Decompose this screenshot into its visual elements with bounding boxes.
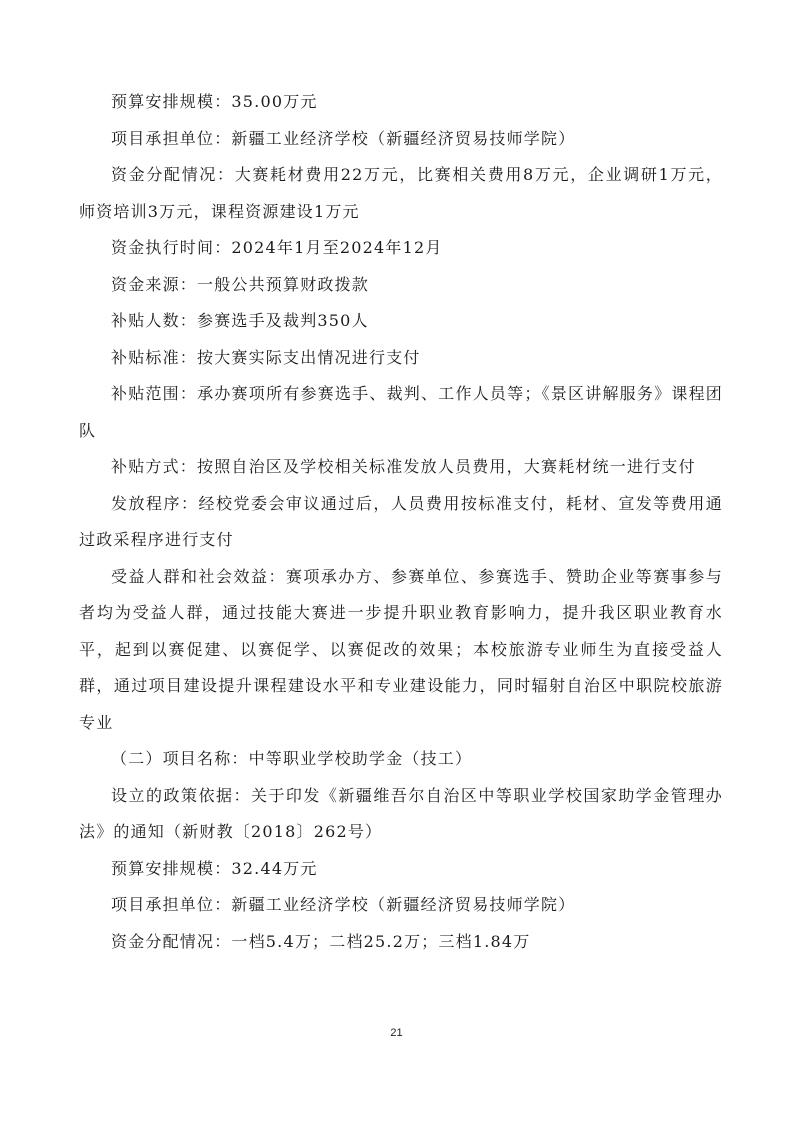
paragraph-policy-basis: 设立的政策依据：关于印发《新疆维吾尔自治区中等职业学校国家助学金管理办法》的通知（新财教〔2018〕262号） [79, 785, 723, 841]
paragraph-budget-scale: 预算安排规模：35.00万元 [111, 92, 318, 111]
document-body [79, 84, 723, 960]
paragraph-fund-allocation: 资金分配情况：大赛耗材费用22万元，比赛相关费用8万元，企业调研1万元，师资培训3万元，课程资源建设1万元 [79, 165, 723, 221]
section-heading-project-2: （二）项目名称：中等职业学校助学金（技工） [111, 749, 473, 768]
page-number: 21 [390, 1027, 403, 1039]
paragraph-subsidy-scope: 补贴范围：承办赛项所有参赛选手、裁判、工作人员等；《景区讲解服务》课程团队 [79, 384, 723, 440]
paragraph-fund-allocation-2: 资金分配情况：一档5.4万；二档25.2万；三档1.84万 [111, 931, 531, 951]
paragraph-execution-time: 资金执行时间：2024年1月至2024年12月 [111, 238, 443, 257]
paragraph-distribution-procedure: 发放程序：经校党委会审议通过后，人员费用按标准支付，耗材、宣发等费用通过政采程序进行支付 [79, 493, 723, 549]
paragraph-subsidy-count: 补贴人数：参赛选手及裁判350人 [111, 311, 369, 330]
paragraph-subsidy-standard: 补贴标准：按大赛实际支出情况进行支付 [111, 347, 421, 367]
paragraph-undertaking-unit: 项目承担单位：新疆工业经济学校（新疆经济贸易技师学院） [111, 128, 576, 148]
paragraph-fund-source: 资金来源：一般公共预算财政拨款 [111, 274, 370, 294]
paragraph-budget-scale-2: 预算安排规模：32.44万元 [111, 858, 318, 878]
paragraph-beneficiaries: 受益人群和社会效益：赛项承办方、参赛单位、参赛选手、赞助企业等赛事参与者均为受益人群，通过技能大赛进一步提升职业教育影响力，提升我区职业教育水平，起到以赛促建、以赛促学、以赛促改的效果；本校旅游专业师生为直接受益人群，通过项目建设提升课程建设水平和专业建设能力，同时辐射自治区中职院校旅游专业 [79, 566, 723, 732]
paragraph-subsidy-method: 补贴方式：按照自治区及学校相关标准发放人员费用，大赛耗材统一进行支付 [111, 457, 696, 476]
paragraph-undertaking-unit-2: 项目承担单位：新疆工业经济学校（新疆经济贸易技师学院） [111, 895, 576, 914]
